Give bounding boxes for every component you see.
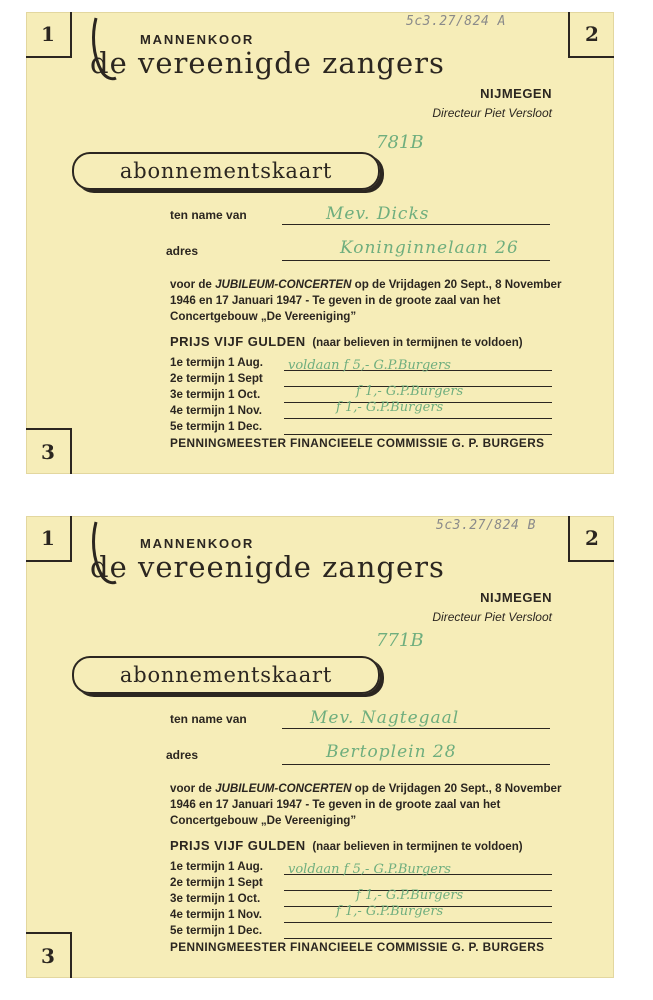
director-label: Directeur Piet Versloot — [432, 106, 552, 120]
city-label: NIJMEGEN — [480, 590, 552, 605]
treasurer-line: PENNINGMEESTER FINANCIEELE COMMISSIE G. P. BURGERS — [170, 436, 545, 450]
payment-note-2: f 1,- G.P.Burgers — [356, 888, 464, 903]
corner-number-2: 2 — [568, 12, 614, 58]
term-5: 5e termijn 1 Dec. — [170, 420, 263, 433]
price-line — [170, 334, 523, 349]
corner-number-2: 2 — [568, 516, 614, 562]
corner-number-1: 1 — [26, 12, 72, 58]
treasurer-line: PENNINGMEESTER FINANCIEELE COMMISSIE G. P. BURGERS — [170, 940, 545, 954]
choir-name: de vereenigde zangers — [90, 46, 445, 80]
card-title — [72, 656, 380, 694]
term-1: 1e termijn 1 Aug. — [170, 356, 263, 369]
concert-description — [170, 277, 562, 325]
payment-note-1: voldaan f 5,- G.P.Burgers — [288, 358, 451, 373]
name-value: Mev. Dicks — [326, 204, 430, 224]
card-title-text: abonnementskaart — [119, 159, 333, 183]
choir-type-label: MANNENKOOR — [140, 32, 255, 47]
payment-note-1: voldaan f 5,- G.P.Burgers — [288, 862, 451, 877]
price-note: (naar believen in termijnen te voldoen) — [312, 337, 523, 349]
term-4: 4e termijn 1 Nov. — [170, 404, 262, 417]
address-line — [282, 764, 550, 765]
address-line — [282, 260, 550, 261]
concert-emphasis: JUBILEUM-CONCERTEN — [215, 782, 352, 795]
payment-note-3: f 1,- G.P.Burgers — [336, 904, 444, 919]
term-2: 2e termijn 1 Sept — [170, 876, 263, 889]
card-title-text: abonnementskaart — [119, 663, 333, 687]
name-line — [282, 728, 550, 729]
concert-prefix: voor de — [170, 782, 216, 795]
concert-description — [170, 781, 562, 829]
name-label: ten name van — [170, 208, 247, 222]
address-label: adres — [166, 244, 199, 258]
address-value: Koninginnelaan 26 — [340, 238, 519, 258]
name-label: ten name van — [170, 712, 247, 726]
handwritten-card-number: 771B — [376, 630, 424, 651]
price-label: PRIJS VIJF GULDEN — [170, 334, 306, 349]
term-5: 5e termijn 1 Dec. — [170, 924, 263, 937]
payment-note-3: f 1,- G.P.Burgers — [336, 400, 444, 415]
price-label: PRIJS VIJF GULDEN — [170, 838, 306, 853]
city-label: NIJMEGEN — [480, 86, 552, 101]
subscription-card-2 — [26, 516, 614, 978]
term-1: 1e termijn 1 Aug. — [170, 860, 263, 873]
director-label: Directeur Piet Versloot — [432, 610, 552, 624]
term-line-4 — [284, 418, 552, 419]
price-line — [170, 838, 523, 853]
name-value: Mev. Nagtegaal — [310, 708, 460, 728]
concert-emphasis: JUBILEUM-CONCERTEN — [215, 278, 352, 291]
concert-rest: op de Vrijdagen 20 Sept., 8 November 1946 en 17 Januari 1947 - Te geven in de groote zaal van het Concertgebouw „De Vereeniging” — [170, 278, 562, 323]
concert-prefix: voor de — [170, 278, 216, 291]
term-2: 2e termijn 1 Sept — [170, 372, 263, 385]
corner-number-3: 3 — [26, 932, 72, 978]
choir-type-label: MANNENKOOR — [140, 536, 255, 551]
term-3: 3e termijn 1 Oct. — [170, 892, 261, 905]
card-title — [72, 152, 380, 190]
choir-name: de vereenigde zangers — [90, 550, 445, 584]
term-line-5 — [284, 434, 552, 435]
price-note: (naar believen in termijnen te voldoen) — [312, 841, 523, 853]
payment-note-2: f 1,- G.P.Burgers — [356, 384, 464, 399]
address-value: Bertoplein 28 — [326, 742, 457, 762]
archive-reference: 5c3.27/824 B — [436, 518, 536, 533]
name-line — [282, 224, 550, 225]
archive-reference: 5c3.27/824 A — [406, 14, 506, 29]
term-3: 3e termijn 1 Oct. — [170, 388, 261, 401]
term-line-5 — [284, 938, 552, 939]
term-line-4 — [284, 922, 552, 923]
term-4: 4e termijn 1 Nov. — [170, 908, 262, 921]
address-label: adres — [166, 748, 199, 762]
handwritten-card-number: 781B — [376, 132, 424, 153]
corner-number-1: 1 — [26, 516, 72, 562]
corner-number-3: 3 — [26, 428, 72, 474]
concert-rest: op de Vrijdagen 20 Sept., 8 November 1946 en 17 Januari 1947 - Te geven in de groote zaal van het Concertgebouw „De Vereeniging” — [170, 782, 562, 827]
subscription-card-1 — [26, 12, 614, 474]
